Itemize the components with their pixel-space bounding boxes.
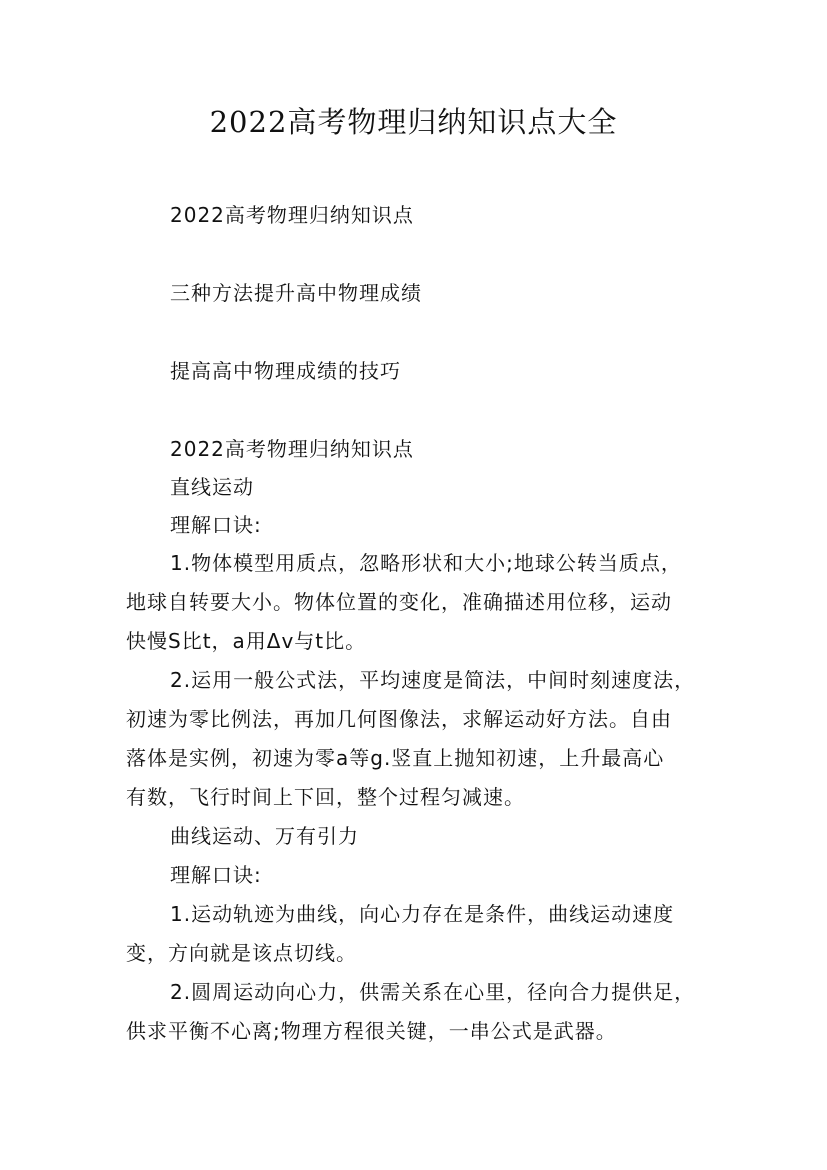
toc-item-1: 2022高考物理归纳知识点	[170, 203, 414, 227]
topic1-heading: 直线运动	[170, 475, 254, 499]
toc-item-3: 提高高中物理成绩的技巧	[170, 359, 401, 383]
topic1-p2-line4: 有数，飞行时间上下回，整个过程匀减速。	[126, 785, 525, 809]
topic1-p1-line2: 地球自转要大小。物体位置的变化，准确描述用位移，运动	[126, 590, 672, 614]
topic1-p2-line1: 2.运用一般公式法，平均速度是简法，中间时刻速度法，	[170, 668, 696, 692]
topic2-p2-line1: 2.圆周运动向心力，供需关系在心里，径向合力提供足，	[170, 980, 696, 1004]
toc-item-2: 三种方法提升高中物理成绩	[170, 281, 422, 305]
topic1-p1-line1: 1.物体模型用质点，忽略形状和大小;地球公转当质点，	[170, 551, 682, 575]
topic2-label: 理解口诀:	[170, 863, 262, 887]
topic2-p2-line2: 供求平衡不心离;物理方程很关键，一串公式是武器。	[126, 1019, 617, 1043]
topic2-p1-line2: 变，方向就是该点切线。	[126, 941, 357, 965]
topic2-p1-line1: 1.运动轨迹为曲线，向心力存在是条件，曲线运动速度	[170, 902, 675, 926]
topic1-p2-line2: 初速为零比例法，再加几何图像法，求解运动好方法。自由	[126, 707, 672, 731]
document-title: 2022高考物理归纳知识点大全	[209, 105, 618, 139]
topic1-p2-line3: 落体是实例，初速为零a等g.竖直上抛知初速，上升最高心	[126, 746, 665, 770]
topic1-p1-line3: 快慢S比t，a用Δv与t比。	[126, 629, 367, 653]
section-heading: 2022高考物理归纳知识点	[170, 437, 414, 461]
topic2-heading: 曲线运动、万有引力	[170, 824, 359, 848]
topic1-label: 理解口诀:	[170, 513, 262, 537]
